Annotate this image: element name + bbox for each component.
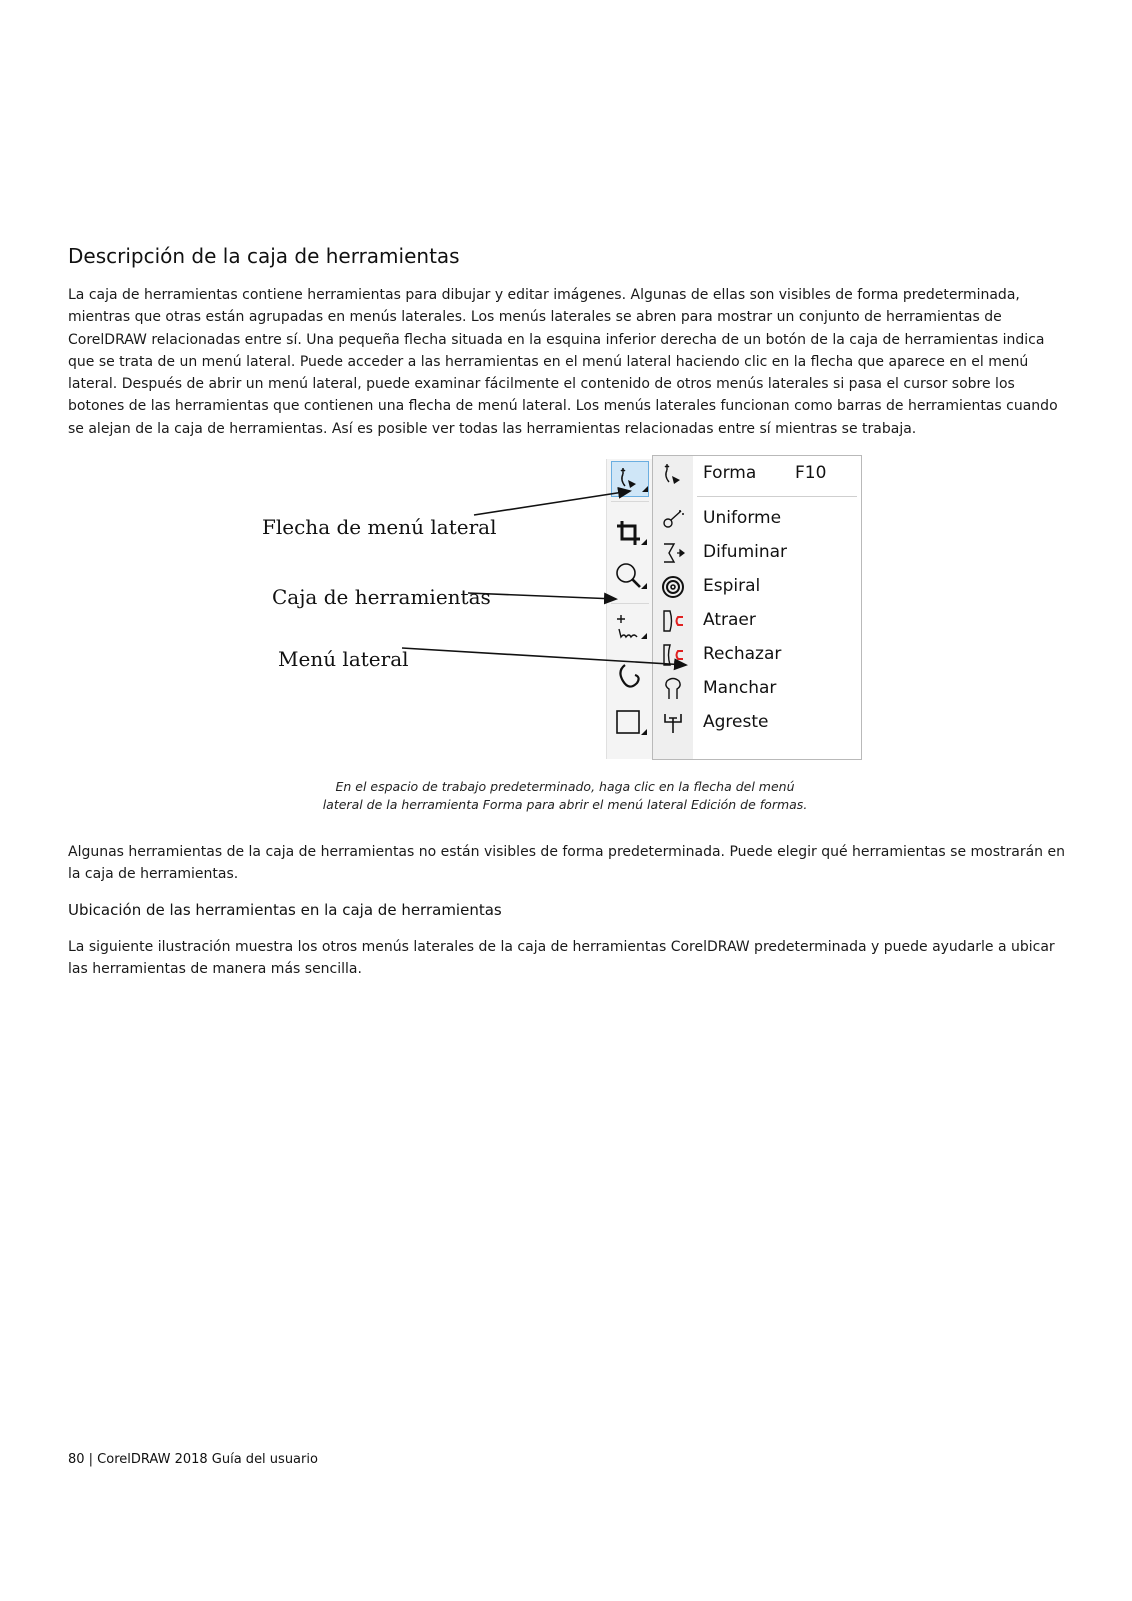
flyout-item-agreste[interactable]: Agreste	[653, 707, 861, 739]
flyout-item-uniforme[interactable]: Uniforme	[653, 503, 861, 535]
section-title: Descripción de la caja de herramientas	[68, 244, 460, 268]
callout-flyout-arrow: Flecha de menú lateral	[262, 515, 497, 539]
callout-toolbox: Caja de herramientas	[272, 585, 491, 609]
callout-arrows	[230, 455, 870, 760]
page-footer: 80 | CorelDRAW 2018 Guía del usuario	[68, 1452, 318, 1467]
caption-line-2: lateral de la herramienta Forma para abrir el menú lateral Edición de formas.	[322, 797, 808, 812]
intro-paragraph: La caja de herramientas contiene herramientas para dibujar y editar imágenes. Algunas de ellas son visibles de forma predeterminada, mientras que otras están agrupadas en menús laterales. Los menús laterales se abren para mostrar un conjunto de herramientas de CorelDRAW relacionadas entre sí. Una pequeña flecha situada en la esquina inferior derecha de un botón de la caja de herramientas indica que se trata de un menú lateral. Puede acceder a las herramientas en el menú lateral haciendo clic en la flecha que aparece en el menú lateral. Después de abrir un menú lateral, puede examinar fácilmente el contenido de otros menús laterales si pasa el cursor sobre los botones de las herramientas que contienen una flecha de menú lateral. Los menús laterales funcionan como barras de herramientas cuando se alejan de la caja de herramientas. Así es posible ver todas las herramientas relacionadas entre sí mientras se trabaja.	[68, 287, 1058, 437]
arrow-flyout-arrow	[474, 491, 630, 515]
flyout-item-espiral[interactable]: Espiral	[653, 571, 861, 603]
flyout-item-forma[interactable]: Forma F10	[653, 458, 861, 490]
caption-line-1: En el espacio de trabajo predeterminado, haga clic en la flecha del menú	[335, 779, 795, 794]
arrow-flyout-menu	[402, 648, 686, 665]
flyout-item-rechazar[interactable]: Rechazar	[653, 639, 861, 671]
callout-flyout-menu: Menú lateral	[278, 647, 409, 671]
figure-caption	[240, 778, 890, 814]
flyout-item-atraer[interactable]: Atraer	[653, 605, 861, 637]
toolbox-figure	[230, 455, 870, 760]
subsection-title: Ubicación de las herramientas en la caja de herramientas	[68, 901, 502, 919]
arrow-toolbox	[468, 593, 616, 599]
after-figure-paragraph: Algunas herramientas de la caja de herramientas no están visibles de forma predeterminada. Puede elegir qué herramientas se mostrarán en la caja de herramientas.	[68, 844, 1065, 883]
flyout-item-manchar[interactable]: Manchar	[653, 673, 861, 705]
flyout-item-difuminar[interactable]: Difuminar	[653, 537, 861, 569]
subsection-paragraph: La siguiente ilustración muestra los otros menús laterales de la caja de herramientas CorelDRAW predeterminada y puede ayudarle a ubicar las herramientas de manera más sencilla.	[68, 939, 1055, 978]
